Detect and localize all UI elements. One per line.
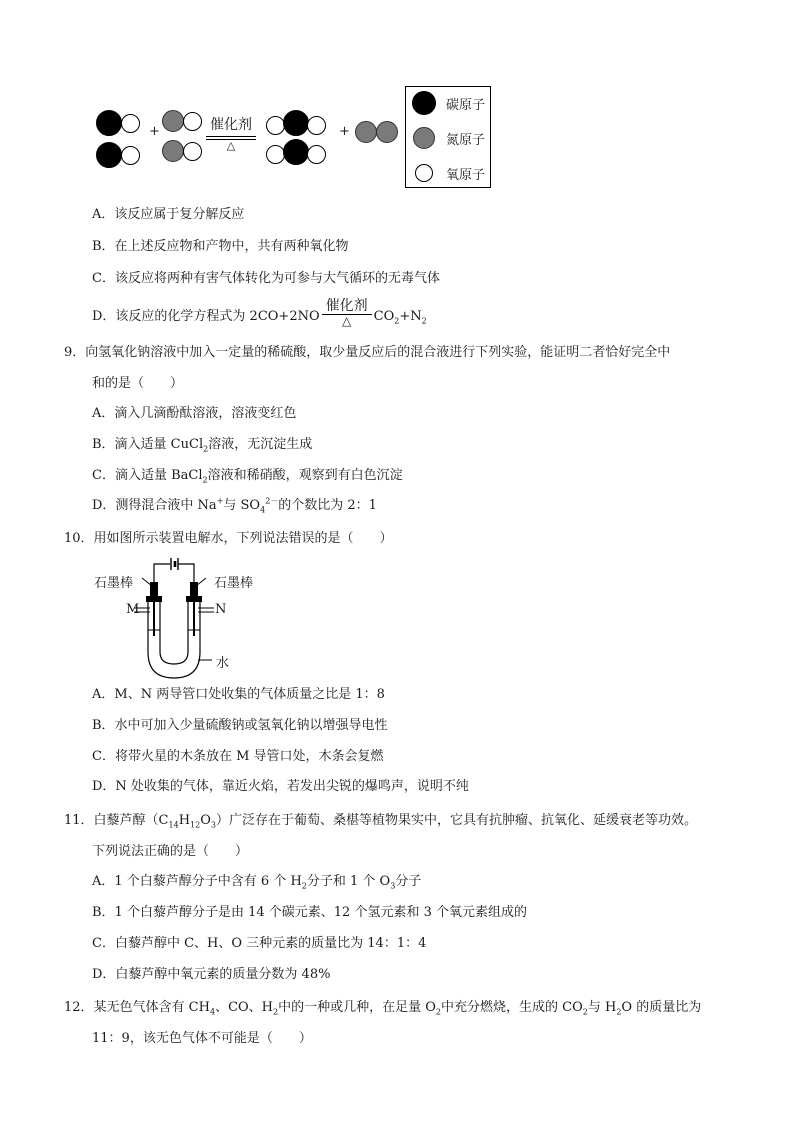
oxygen-atom-icon — [415, 164, 433, 182]
text: H — [178, 813, 191, 828]
nitrogen-atom-icon — [376, 121, 398, 143]
superscript: + — [216, 496, 224, 506]
subscript: 2 — [421, 316, 427, 326]
carbon-atom-icon — [96, 110, 122, 136]
subscript: 12 — [190, 820, 201, 830]
q8-option-c: C．该反应将两种有害气体转化为可参与大气循环的无毒气体 — [92, 271, 440, 286]
nitrogen-atom-icon — [413, 127, 435, 149]
q11-stem-cont: 下列说法正确的是（ ） — [92, 844, 249, 859]
carbon-atom-icon — [283, 110, 309, 136]
q8-option-d — [92, 298, 427, 331]
text: B．滴入适量 CuCl — [92, 437, 204, 452]
oxygen-atom-icon — [183, 142, 202, 161]
catalyst-condition — [206, 116, 256, 152]
q8-d-prefix: D．该反应的化学方程式为 2CO+2NO — [92, 309, 320, 324]
subscript: 2 — [582, 1007, 588, 1017]
oxygen-atom-icon — [183, 112, 202, 131]
q9-stem-cont: 和的是（ ） — [92, 376, 184, 391]
q8-option-a: A．该反应属于复分解反应 — [92, 207, 245, 222]
subscript: 4 — [260, 505, 266, 515]
text: 中的一种或几种，在足量 O — [278, 1000, 436, 1015]
q8-d-co: CO — [373, 309, 395, 324]
text: 12．某无色气体含有 CH — [64, 1000, 210, 1015]
legend-oxygen-label: 氧原子 — [446, 168, 486, 183]
nitrogen-atom-icon — [162, 140, 184, 162]
subscript: 3 — [390, 881, 396, 891]
carbon-atom-icon — [412, 91, 436, 115]
carbon-atom-icon — [283, 139, 309, 165]
catalyst-condition — [322, 298, 372, 327]
q9-stem: 9．向氢氧化钠溶液中加入一定量的稀硫酸，取少量反应后的混合液进行下列实验，能证明二者恰好完全中 — [64, 345, 671, 360]
oxygen-atom-icon — [307, 145, 326, 164]
subscript: 2 — [616, 1007, 622, 1017]
q9-option-c — [92, 467, 403, 485]
subscript: 2 — [394, 316, 400, 326]
superscript: 2－ — [265, 496, 279, 506]
q11-stem — [64, 812, 697, 830]
text: 11．白藜芦醇（C — [64, 813, 169, 828]
text: ）广泛存在于葡萄、桑椹等植物果实中，它具有抗肿瘤、抗氧化、延缓衰老等功效。 — [215, 813, 697, 828]
carbon-atom-icon — [96, 142, 122, 168]
nitrogen-atom-icon — [162, 110, 184, 132]
legend-carbon-label: 碳原子 — [446, 98, 486, 113]
catalyst-label: 催化剂 — [322, 298, 372, 315]
subscript: 4 — [209, 1007, 216, 1017]
q11-option-c: C．白藜芦醇中 C、H、O 三种元素的质量比为 14：1：4 — [92, 936, 427, 951]
oxygen-atom-icon — [266, 116, 285, 135]
plus-sign: + — [339, 124, 350, 139]
q10-option-a: A．M、N 两导管口处收集的气体质量之比是 1：8 — [92, 687, 385, 702]
q11-option-a — [92, 873, 421, 891]
q11-option-d: D．白藜芦醇中氧元素的质量分数为 48% — [92, 967, 331, 982]
m-label: M — [126, 602, 140, 617]
right-rod-label: 石墨棒 — [214, 576, 254, 591]
text: D．测得混合液中 Na — [92, 498, 217, 513]
text: 的个数比为 2：1 — [278, 498, 377, 513]
oxygen-atom-icon — [266, 145, 285, 164]
text: A．1 个白藜芦醇分子中含有 6 个 H — [92, 874, 302, 889]
text: O 的质量比为 — [621, 1000, 702, 1015]
text: 溶液，无沉淀生成 — [208, 437, 313, 452]
subscript: 2 — [203, 444, 209, 454]
q11-option-b: B．1 个白藜芦醇分子是由 14 个碳元素、12 个氢元素和 3 个氧元素组成的 — [92, 905, 527, 920]
text: 溶液和稀硝酸，观察到有白色沉淀 — [207, 468, 403, 483]
text: 与 SO — [223, 498, 261, 513]
heat-label: △ — [342, 314, 352, 328]
catalyst-label: 催化剂 — [210, 117, 252, 133]
text: 与 H — [587, 1000, 617, 1015]
text: 、CO、H — [215, 1000, 274, 1015]
text: 分子和 1 个 O — [306, 874, 391, 889]
electrolysis-apparatus — [94, 556, 254, 686]
left-rod-label: 石墨棒 — [94, 576, 134, 591]
text: C．滴入适量 BaCl — [92, 468, 203, 483]
q10-option-b: B．水中可加入少量硫酸钠或氢氧化钠以增强导电性 — [92, 718, 388, 733]
subscript: 14 — [168, 820, 179, 830]
q10-option-c: C．将带火星的木条放在 M 导管口处，木条会复燃 — [92, 749, 384, 764]
heat-label: △ — [226, 139, 236, 152]
q10-option-d: D．N 处收集的气体，靠近火焰，若发出尖锐的爆鸣声，说明不纯 — [92, 779, 469, 794]
subscript: 2 — [301, 881, 307, 891]
subscript: 2 — [273, 1007, 279, 1017]
text: 分子 — [395, 874, 422, 889]
oxygen-atom-icon — [121, 146, 140, 165]
q8-option-b: B．在上述反应物和产物中，共有两种氧化物 — [92, 239, 349, 254]
subscript: 3 — [210, 820, 216, 830]
legend-nitrogen-label: 氮原子 — [446, 133, 486, 148]
q12-stem-cont: 11：9，该无色气体不可能是（ ） — [92, 1031, 312, 1046]
n-label: N — [215, 602, 227, 617]
water-label: 水 — [216, 656, 230, 671]
atom-legend — [405, 86, 491, 188]
subscript: 2 — [435, 1007, 441, 1017]
q8-d-n: +N — [399, 309, 422, 324]
text: 中充分燃烧，生成的 CO — [441, 1000, 583, 1015]
q9-option-b — [92, 436, 312, 454]
oxygen-atom-icon — [307, 116, 326, 135]
oxygen-atom-icon — [121, 114, 140, 133]
q12-stem — [64, 999, 701, 1017]
nitrogen-atom-icon — [355, 121, 377, 143]
q9-option-a: A．滴入几滴酚酞溶液，溶液变红色 — [92, 406, 297, 421]
plus-sign: + — [149, 124, 160, 139]
q9-option-d — [92, 497, 377, 515]
text: O — [200, 813, 211, 828]
subscript: 2 — [202, 475, 208, 485]
q10-stem: 10．用如图所示装置电解水，下列说法错误的是（ ） — [64, 531, 393, 546]
equals-line — [206, 136, 256, 137]
